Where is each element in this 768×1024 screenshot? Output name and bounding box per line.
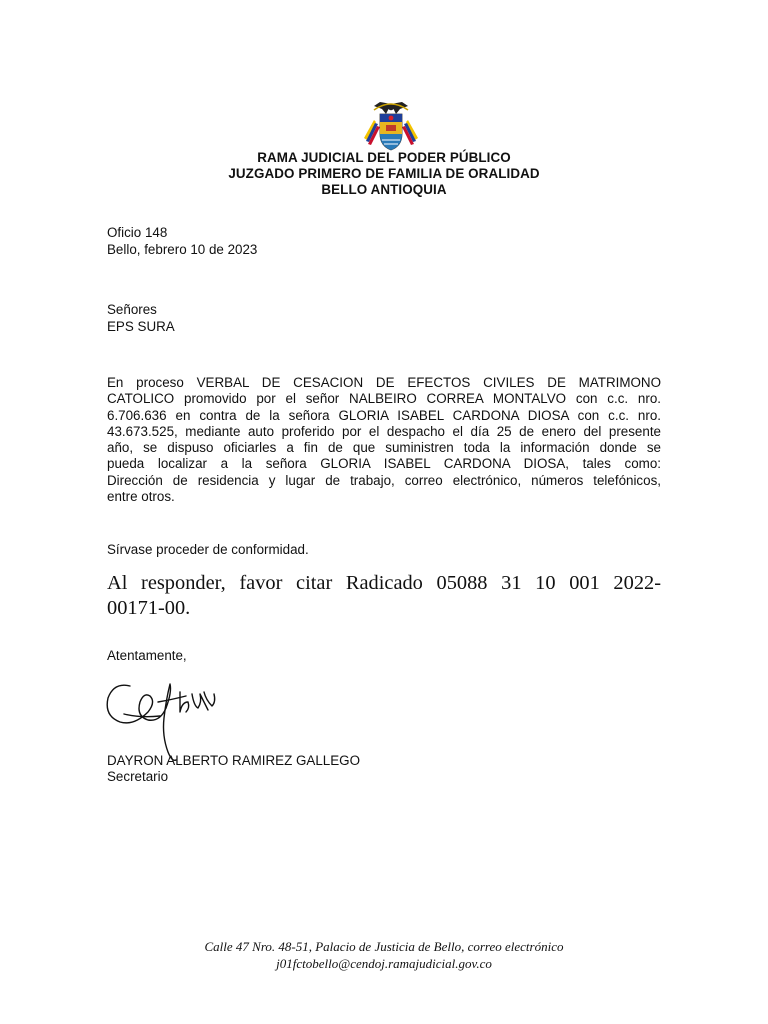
closing-greeting: Atentamente, [107, 648, 187, 663]
body-line: 6.706.636 en contra de la señora GLORIA ISABEL CARDONA DIOSA con c.c. nro. [107, 407, 661, 423]
body-line: año, se dispuso oficiarles a fin de que suministren toda la información donde se [107, 440, 661, 456]
footer-address: Calle 47 Nro. 48-51, Palacio de Justicia de Bello, correo electrónico [204, 939, 564, 954]
letter-body [107, 375, 661, 505]
recipient-block [107, 302, 175, 335]
body-line: pueda localizar a la señora GLORIA ISABEL CARDONA DIOSA, tales como: [107, 456, 661, 472]
place-date: Bello, febrero 10 de 2023 [107, 241, 258, 257]
request-text: Sírvase proceder de conformidad. [107, 542, 309, 557]
body-line: Dirección de residencia y lugar de trabajo, correo electrónico, números telefónicos, [107, 472, 661, 488]
oficio-number: Oficio 148 [107, 225, 168, 240]
signer-name: DAYRON ALBERTO RAMIREZ GALLEGO [107, 753, 361, 768]
recipient-salutation: Señores [107, 302, 157, 317]
body-line: entre otros. [107, 489, 175, 505]
radicado-notice [107, 571, 661, 621]
radicado-line: Al responder, favor citar Radicado 05088 31 10 001 2022- [107, 572, 661, 594]
header-line-branch: RAMA JUDICIAL DEL PODER PÚBLICO [257, 150, 511, 165]
radicado-line: 00171-00. [107, 597, 191, 619]
signer-block [107, 753, 360, 785]
body-line: En proceso VERBAL DE CESACION DE EFECTOS CIVILES DE MATRIMONO [107, 375, 661, 390]
signer-title: Secretario [107, 769, 169, 784]
recipient-name: EPS SURA [107, 318, 175, 334]
page-footer [0, 938, 768, 972]
coat-of-arms-icon [360, 100, 422, 152]
body-line: 43.673.525, mediante auto proferido por el despacho el día 25 de enero del presente [107, 423, 661, 439]
header-line-court: JUZGADO PRIMERO DE FAMILIA DE ORALIDAD [228, 166, 540, 181]
header-line-location: BELLO ANTIOQUIA [321, 182, 447, 197]
body-line: CATOLICO promovido por el señor NALBEIRO CORREA MONTALVO con c.c. nro. [107, 391, 661, 407]
document-reference [107, 225, 257, 258]
court-header [0, 150, 768, 198]
footer-email: j01fctobello@cendoj.ramajudicial.gov.co [276, 956, 492, 971]
